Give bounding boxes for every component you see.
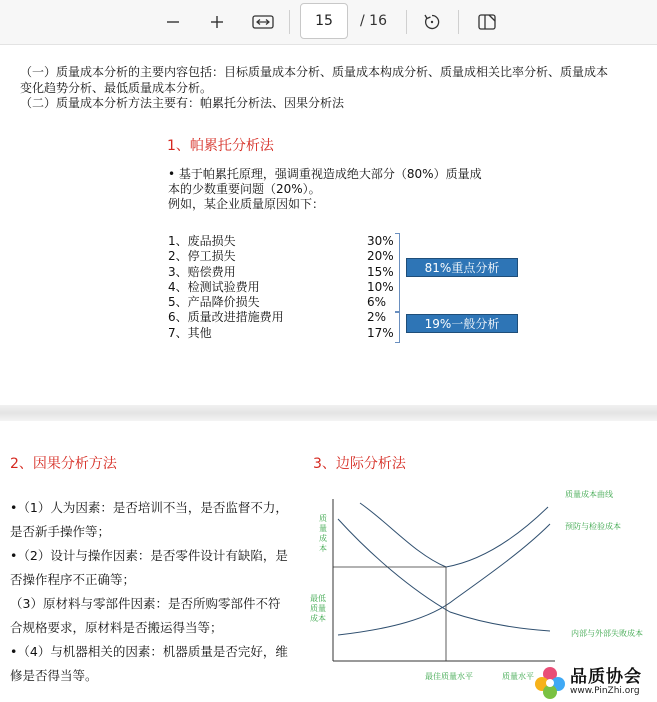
percentage-list — [367, 234, 394, 341]
section-title-pareto: 1、帕累托分析法 — [167, 138, 274, 154]
prevention-cost-curve — [338, 524, 550, 635]
reason-list — [168, 234, 284, 341]
cause-factor-list — [10, 496, 295, 688]
cause-line: （3）原材料与零部件因素：是否所购零部件不符 — [10, 596, 281, 611]
rotate-icon — [423, 13, 441, 31]
intro-line: （二）质量成本分析方法主要有：帕累托分析法、因果分析法 — [20, 96, 345, 110]
zoom-out-button[interactable] — [158, 8, 188, 36]
toolbar-divider — [406, 10, 407, 34]
page-number-input[interactable]: 15 — [300, 3, 348, 39]
major-analysis-tag: 81%重点分析 — [406, 258, 518, 277]
page-view-button[interactable] — [472, 8, 502, 36]
total-cost-label: 质量成本曲线 — [565, 490, 613, 499]
pdf-toolbar — [0, 0, 657, 45]
reason-item: 7、其他 — [168, 325, 212, 340]
reason-percentage: 2% — [367, 310, 387, 325]
pdf-page-upper — [0, 45, 657, 405]
pdf-page-lower — [0, 421, 657, 702]
cause-line: 是否新手操作等； — [10, 524, 111, 539]
reason-percentage: 20% — [367, 249, 394, 264]
failure-cost-label: 内部与外部失败成本 — [571, 629, 643, 638]
toolbar-divider — [289, 10, 290, 34]
reason-item: 4、检测试验费用 — [168, 279, 260, 294]
pinzhi-logo — [532, 662, 656, 702]
fit-width-button[interactable] — [248, 8, 278, 36]
intro-line: 变化趋势分析、最低质量成本分析。 — [20, 80, 213, 95]
min-cost-label: 成本 — [310, 614, 326, 623]
cause-line: 合规格要求，原材料是否搬运得当等； — [10, 620, 223, 635]
flower-logo-icon — [532, 664, 568, 700]
reason-item: 5、产品降价损失 — [168, 295, 260, 310]
optimal-level-label: 最佳质量水平 — [425, 672, 473, 681]
toolbar-divider — [458, 10, 459, 34]
logo-name: 品质协会 — [570, 667, 642, 687]
cause-line: •（4）与机器相关的因素：机器质量是否完好，维 — [10, 644, 288, 659]
intro-paragraph — [20, 65, 650, 112]
page-view-icon — [477, 13, 497, 31]
reason-item: 3、赔偿费用 — [168, 264, 236, 279]
minus-icon — [165, 14, 181, 30]
description-line: • 基于帕累托原理，强调重视造成绝大部分（80%）质量成 — [168, 167, 482, 181]
cause-line: •（2）设计与操作因素：是否零件设计有缺陷，是 — [10, 548, 288, 563]
total-cost-curve — [360, 503, 548, 567]
min-cost-label: 最低 — [310, 594, 326, 603]
y-axis-label-char: 量 — [319, 524, 327, 533]
rotate-button[interactable] — [417, 8, 447, 36]
y-axis-label-char: 本 — [319, 544, 327, 553]
zoom-in-button[interactable] — [202, 8, 232, 36]
minor-bracket — [395, 311, 400, 343]
reason-item: 6、质量改进措施费用 — [168, 310, 284, 325]
reason-item: 1、废品损失 — [168, 234, 236, 248]
pareto-description — [168, 167, 508, 212]
prevention-cost-label: 预防与检验成本 — [565, 522, 621, 531]
reason-percentage: 17% — [367, 325, 394, 340]
description-line: 例如，某企业质量原因如下： — [168, 197, 325, 211]
reason-percentage: 15% — [367, 264, 394, 279]
reason-item: 2、停工损失 — [168, 249, 236, 264]
logo-url: www.PinZhi.org — [570, 686, 640, 696]
x-axis-label: 质量水平 — [502, 672, 534, 681]
minor-analysis-tag: 19%一般分析 — [406, 314, 518, 333]
y-axis-label-char: 质 — [319, 514, 327, 523]
failure-cost-curve — [338, 519, 550, 631]
y-axis-label-char: 成 — [319, 534, 327, 543]
description-line: 本的少数重要问题（20%）。 — [168, 182, 321, 196]
cause-line: 修是否得当等。 — [10, 668, 98, 683]
major-bracket — [395, 233, 400, 313]
intro-line: （一）质量成本分析的主要内容包括：目标质量成本分析、质量成本构成分析、质量成相关比率分析、质量成本 — [20, 65, 609, 79]
section-title-cause: 2、因果分析方法 — [10, 456, 117, 472]
page-separator — [0, 405, 657, 421]
fit-width-icon — [252, 14, 274, 30]
cause-line: •（1）人为因素：是否培训不当，是否监督不力， — [10, 500, 288, 515]
reason-percentage: 10% — [367, 279, 394, 294]
reason-percentage: 30% — [367, 234, 394, 248]
cause-line: 否操作程序不正确等； — [10, 572, 136, 587]
plus-icon — [209, 14, 225, 30]
section-title-marginal: 3、边际分析法 — [313, 456, 406, 472]
reason-percentage: 6% — [367, 295, 387, 310]
min-cost-label: 质量 — [310, 604, 326, 613]
page-total-label: / 16 — [360, 13, 387, 29]
